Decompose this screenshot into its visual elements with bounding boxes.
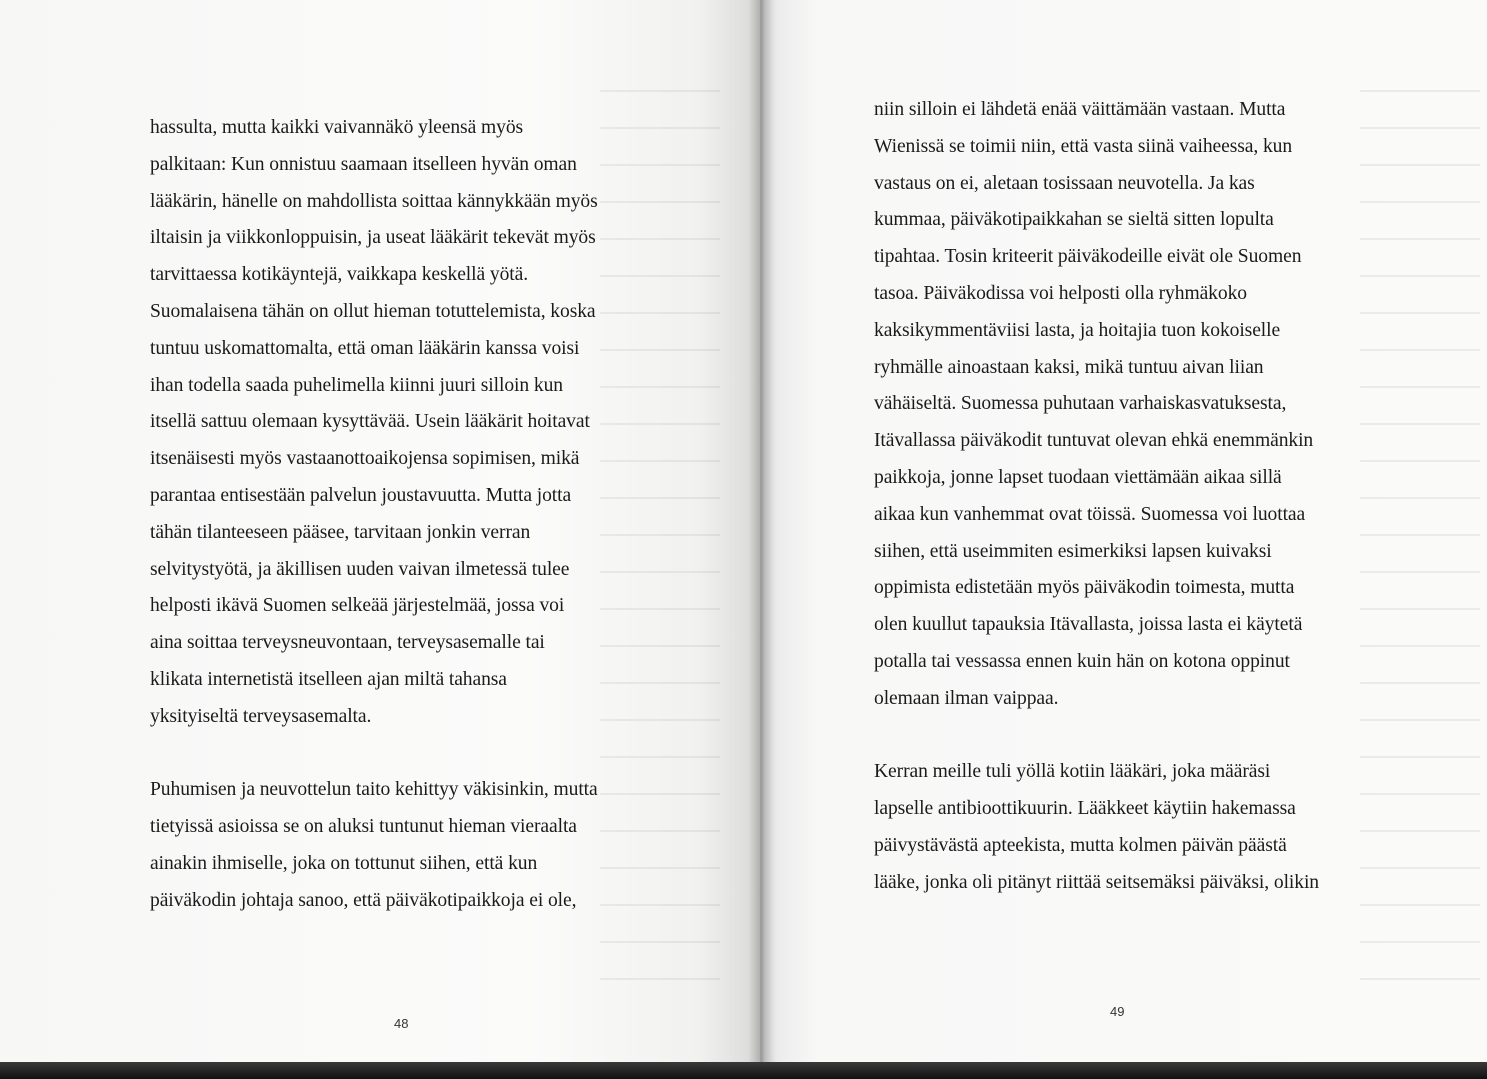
text-line: tipahtaa. Tosin kriteerit päiväkodeille eivät ole Suomen [874, 246, 1302, 268]
text-line: vähäiseltä. Suomessa puhutaan varhaiskasvatuksesta, [874, 393, 1287, 415]
right-page [760, 0, 1487, 1062]
text-line: Kerran meille tuli yöllä kotiin lääkäri, joka määräsi [874, 761, 1271, 783]
left-page-body [150, 110, 598, 920]
page-number: 48 [394, 1016, 409, 1031]
text-line: kaksikymmentäviisi lasta, ja hoitajia tuon kokoiselle [874, 319, 1281, 341]
text-line: tuntuu uskomattomalta, että oman lääkärin kanssa voisi [150, 337, 580, 359]
show-through-text [1360, 90, 1480, 990]
text-line: päiväkodin johtaja sanoo, että päiväkotipaikkoja ei ole, [150, 889, 577, 911]
text-line: oppimista edistetään myös päiväkodin toimesta, mutta [874, 577, 1295, 599]
right-page-body [874, 92, 1319, 902]
paragraph-gap [874, 718, 1319, 755]
text-line: ryhmälle ainoastaan kaksi, mikä tuntuu aivan liian [874, 356, 1264, 378]
text-line: itsellä sattuu olemaan kysyttävää. Usein lääkärit hoitavat [150, 411, 590, 433]
text-line: selvitystyötä, ja äkillisen uuden vaivan ilmetessä tulee [150, 558, 570, 580]
text-line: lääkärin, hänelle on mahdollista soittaa kännykkään myös [150, 190, 598, 212]
text-line: niin silloin ei lähdetä enää väittämään vastaan. Mutta [874, 99, 1286, 120]
text-line: päivystävästä apteekista, mutta kolmen päivän päästä [874, 834, 1287, 856]
text-line: itsenäisesti myös vastaanottoaikojensa sopimisen, mikä [150, 448, 580, 470]
text-line: ainakin ihmiselle, joka on tottunut siihen, että kun [150, 852, 538, 874]
text-line: ihan todella saada puhelimella kiinni juuri silloin kun [150, 374, 563, 396]
text-line: palkitaan: Kun onnistuu saamaan itselleen hyvän oman [150, 153, 577, 175]
text-line: olen kuullut tapauksia Itävallasta, joissa lasta ei käytetä [874, 614, 1303, 636]
text-line: helposti ikävä Suomen selkeää järjestelmää, jossa voi [150, 595, 565, 617]
show-through-text [600, 90, 720, 990]
text-line: olemaan ilman vaippaa. [874, 687, 1059, 709]
text-line: lääke, jonka oli pitänyt riittää seitsemäksi päiväksi, olikin [874, 871, 1319, 893]
text-line: Suomalaisena tähän on ollut hieman totuttelemista, koska [150, 300, 596, 322]
paragraph-gap [150, 736, 598, 773]
text-line: paikkoja, jonne lapset tuodaan viettämään aikaa sillä [874, 466, 1282, 488]
text-line: Wienissä se toimii niin, että vasta siinä vaiheessa, kun [874, 135, 1293, 157]
text-line: parantaa entisestään palvelun joustavuutta. Mutta jotta [150, 484, 572, 506]
text-line: hassulta, mutta kaikki vaivannäkö yleensä myös [150, 117, 524, 138]
text-line: yksityiseltä terveysasemalta. [150, 705, 372, 727]
text-line: kummaa, päiväkotipaikkahan se sieltä sitten lopulta [874, 209, 1274, 231]
text-line: tietyissä asioissa se on aluksi tuntunut hieman vieraalta [150, 816, 577, 838]
scanner-bottom-edge [0, 1062, 1487, 1079]
text-line: siihen, että useimmiten esimerkiksi lapsen kuivaksi [874, 540, 1272, 562]
text-line: aina soittaa terveysneuvontaan, terveysasemalle tai [150, 632, 545, 654]
page-number: 49 [1110, 1004, 1125, 1019]
text-line: aikaa kun vanhemmat ovat töissä. Suomessa voi luottaa [874, 503, 1306, 525]
text-line: potalla tai vessassa ennen kuin hän on kotona oppinut [874, 650, 1290, 672]
text-line: Puhumisen ja neuvottelun taito kehittyy väkisinkin, mutta [150, 779, 598, 801]
text-line: tähän tilanteeseen pääsee, tarvitaan jonkin verran [150, 521, 531, 543]
text-line: vastaus on ei, aletaan tosissaan neuvotella. Ja kas [874, 172, 1255, 194]
text-line: lapselle antibioottikuurin. Lääkkeet käytiin hakemassa [874, 798, 1296, 820]
text-line: tarvittaessa kotikäyntejä, vaikkapa keskellä yötä. [150, 264, 529, 286]
text-line: klikata internetistä itselleen ajan miltä tahansa [150, 668, 507, 690]
text-line: Itävallassa päiväkodit tuntuvat olevan ehkä enemmänkin [874, 430, 1314, 452]
text-line: tasoa. Päiväkodissa voi helposti olla ryhmäkoko [874, 282, 1247, 304]
text-line: iltaisin ja viikkonloppuisin, ja useat lääkärit tekevät myös [150, 227, 596, 249]
